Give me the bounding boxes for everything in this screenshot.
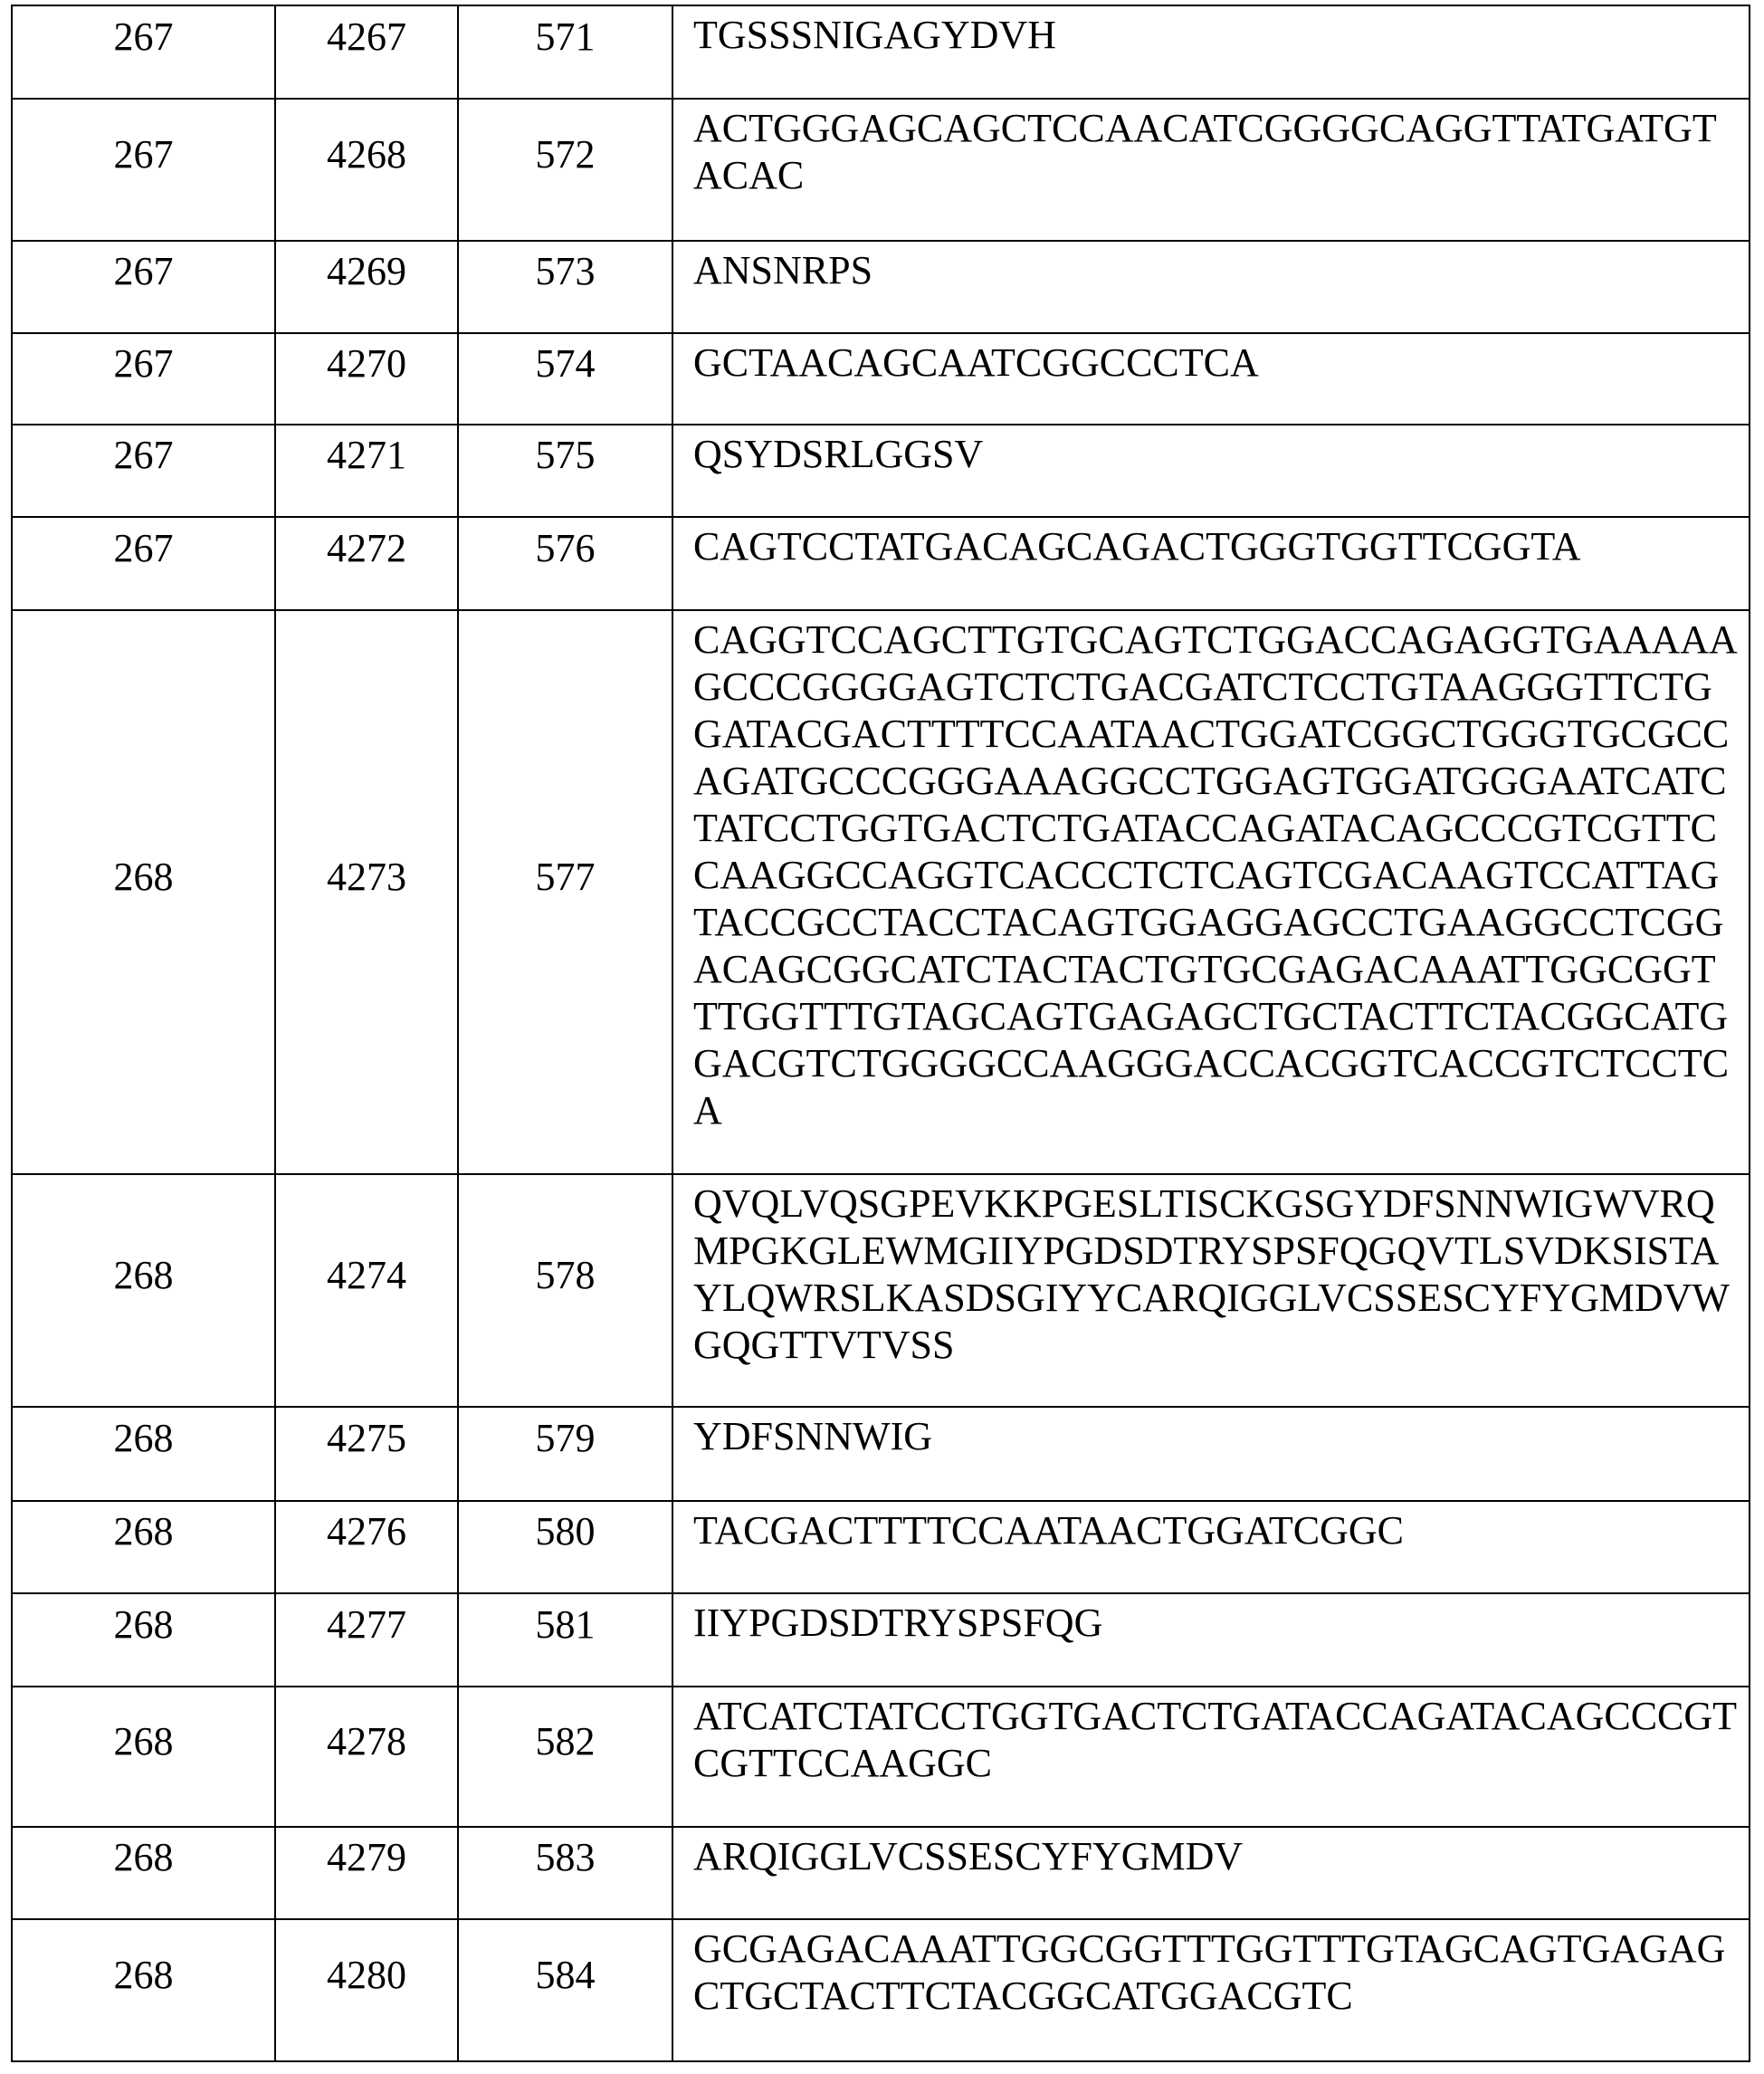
cell-sequence: GCGAGACAAATTGGCGGTTTGGTTTGTAGCAGTGAGAGCTGCTACTTCTACGGCATGGACGTC	[672, 1919, 1750, 2061]
cell-id: 268	[12, 610, 275, 1174]
cell-sequence: ANSNRPS	[672, 241, 1750, 333]
table-row	[12, 1919, 1750, 2061]
cell-id: 268	[12, 1827, 275, 1919]
table-row	[12, 1407, 1750, 1501]
cell-sequence: CAGTCCTATGACAGCAGACTGGGTGGTTCGGTA	[672, 517, 1750, 610]
cell-id: 267	[12, 5, 275, 99]
cell-id: 267	[12, 99, 275, 241]
cell-sequence: GCTAACAGCAATCGGCCCTCA	[672, 333, 1750, 425]
cell-ref: 580	[458, 1501, 672, 1593]
cell-seq-no: 4276	[275, 1501, 458, 1593]
cell-id: 268	[12, 1919, 275, 2061]
cell-sequence: ARQIGGLVCSSESCYFYGMDV	[672, 1827, 1750, 1919]
cell-seq-no: 4270	[275, 333, 458, 425]
sequence-table-body	[12, 5, 1750, 2061]
cell-sequence: TGSSSNIGAGYDVH	[672, 5, 1750, 99]
table-row	[12, 333, 1750, 425]
cell-ref: 571	[458, 5, 672, 99]
cell-sequence: YDFSNNWIG	[672, 1407, 1750, 1501]
cell-ref: 572	[458, 99, 672, 241]
cell-sequence: ATCATCTATCCTGGTGACTCTGATACCAGATACAGCCCGTCGTTCCAAGGC	[672, 1687, 1750, 1827]
table-row	[12, 241, 1750, 333]
cell-ref: 584	[458, 1919, 672, 2061]
cell-seq-no: 4272	[275, 517, 458, 610]
table-row	[12, 1827, 1750, 1919]
cell-id: 268	[12, 1501, 275, 1593]
cell-seq-no: 4267	[275, 5, 458, 99]
cell-id: 268	[12, 1407, 275, 1501]
cell-id: 267	[12, 333, 275, 425]
cell-id: 267	[12, 517, 275, 610]
cell-seq-no: 4271	[275, 425, 458, 517]
table-row	[12, 5, 1750, 99]
cell-seq-no: 4274	[275, 1174, 458, 1407]
table-row	[12, 99, 1750, 241]
cell-seq-no: 4278	[275, 1687, 458, 1827]
cell-seq-no: 4279	[275, 1827, 458, 1919]
cell-id: 267	[12, 241, 275, 333]
table-row	[12, 1593, 1750, 1687]
cell-ref: 581	[458, 1593, 672, 1687]
cell-seq-no: 4268	[275, 99, 458, 241]
cell-ref: 573	[458, 241, 672, 333]
cell-seq-no: 4277	[275, 1593, 458, 1687]
cell-sequence: TACGACTTTTCCAATAACTGGATCGGC	[672, 1501, 1750, 1593]
cell-sequence: ACTGGGAGCAGCTCCAACATCGGGGCAGGTTATGATGTACAC	[672, 99, 1750, 241]
table-row	[12, 610, 1750, 1174]
cell-ref: 578	[458, 1174, 672, 1407]
cell-id: 268	[12, 1174, 275, 1407]
cell-ref: 577	[458, 610, 672, 1174]
table-row	[12, 1687, 1750, 1827]
table-row	[12, 425, 1750, 517]
cell-ref: 574	[458, 333, 672, 425]
cell-ref: 579	[458, 1407, 672, 1501]
cell-sequence: IIYPGDSDTRYSPSFQG	[672, 1593, 1750, 1687]
cell-sequence: QVQLVQSGPEVKKPGESLTISCKGSGYDFSNNWIGWVRQMPGKGLEWMGIIYPGDSDTRYSPSFQGQVTLSVDKSISTAYLQWRSLKASDSGIYYCARQIGGLVCSSESCYFYGMDVWGQGTTVTVSS	[672, 1174, 1750, 1407]
cell-seq-no: 4269	[275, 241, 458, 333]
cell-seq-no: 4273	[275, 610, 458, 1174]
cell-seq-no: 4280	[275, 1919, 458, 2061]
cell-ref: 582	[458, 1687, 672, 1827]
cell-sequence: CAGGTCCAGCTTGTGCAGTCTGGACCAGAGGTGAAAAAGCCCGGGGAGTCTCTGACGATCTCCTGTAAGGGTTCTGGATACGACTTTTCCAATAACTGGATCGGCTGGGTGCGCCAGATGCCCGGGAAAGGCCTGGAGTGGATGGGAATCATCTATCCTGGTGACTCTGATACCAGATACAGCCCGTCGTTCCAAGGCCAGGTCACCCTCTCAGTCGACAAGTCCATTAGTACCGCCTACCTACAGTGGAGGAGCCTGAAGGCCTCGGACAGCGGCATCTACTACTGTGCGAGACAAATTGGCGGTTTGGTTTGTAGCAGTGAGAGCTGCTACTTCTACGGCATGGACGTCTGGGGCCAAGGGACCACGGTCACCGTCTCCTCA	[672, 610, 1750, 1174]
cell-sequence: QSYDSRLGGSV	[672, 425, 1750, 517]
cell-ref: 576	[458, 517, 672, 610]
cell-id: 267	[12, 425, 275, 517]
table-row	[12, 517, 1750, 610]
sequence-table	[11, 5, 1750, 2062]
cell-id: 268	[12, 1687, 275, 1827]
table-row	[12, 1501, 1750, 1593]
cell-ref: 583	[458, 1827, 672, 1919]
cell-id: 268	[12, 1593, 275, 1687]
cell-seq-no: 4275	[275, 1407, 458, 1501]
cell-ref: 575	[458, 425, 672, 517]
table-row	[12, 1174, 1750, 1407]
